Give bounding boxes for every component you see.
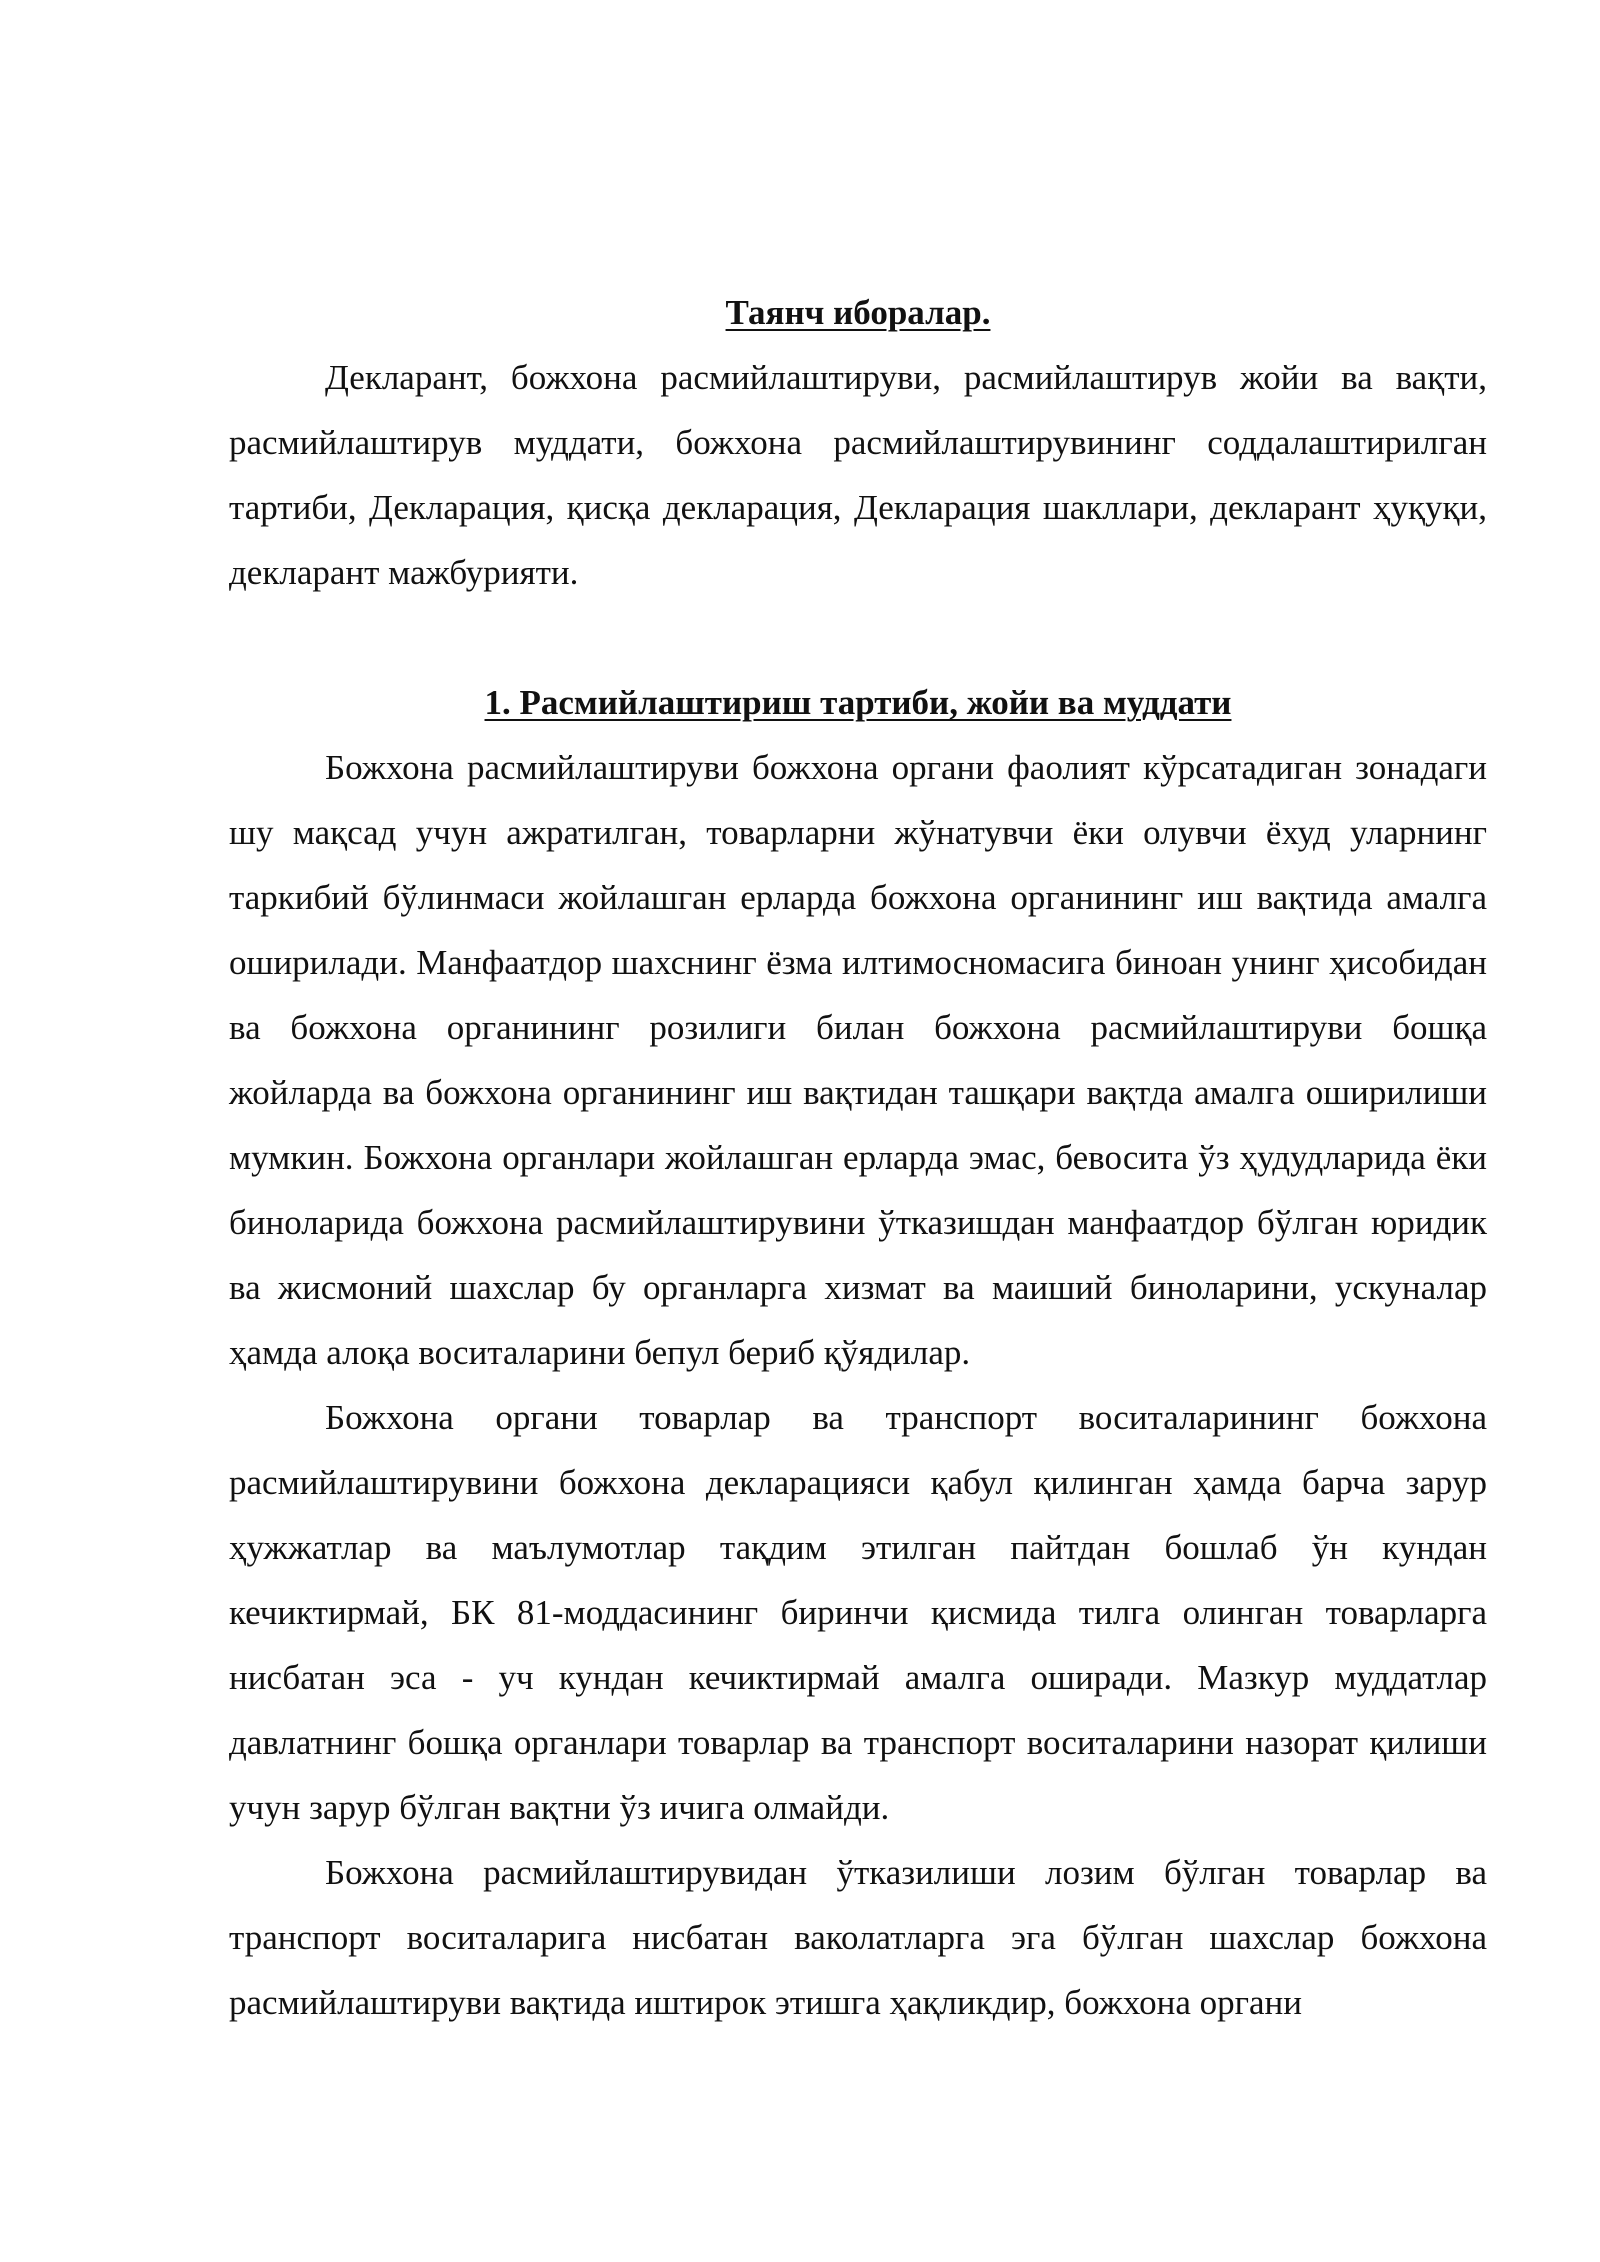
paragraph-participation: Божхона расмийлаштирувидан ўтказилиши лозим бўлган товарлар ва транспорт воситаларига нисбатан ваколатларга эга бўлган шахслар божхона расмийлаштируви вақтида иштирок этишга ҳақликдир, божхона органи	[229, 1853, 1487, 2022]
paragraph-deadlines: Божхона органи товарлар ва транспорт воситаларининг божхона расмийлаштирувини божхона декларацияси қабул қилинган ҳамда барча зарур ҳужжатлар ва маълумотлар тақдим этилган пайтдан бошлаб ўн кундан кечиктирмай, БК 81-моддасининг биринчи қисмида тилга олинган товарларга нисбатан эса - уч кундан кечиктирмай амалга оширади. Мазкур муддатлар давлатнинг бошқа органлари товарлар ва транспорт воситаларини назорат қилиши учун зарур бўлган вақтни ўз ичига олмайди.	[229, 1398, 1487, 1827]
document-page	[229, 280, 1487, 2035]
keywords-paragraph: Декларант, божхона расмийлаштируви, расмийлаштирув жойи ва вақти, расмийлаштирув муддати, божхона расмийлаштирувининг соддалаштирилган тартиби, Декларация, қисқа декларация, Декларация шакллари, декларант ҳуқуқи, декларант мажбурияти.	[229, 358, 1487, 592]
keywords-heading: Таянч иборалар.	[725, 293, 991, 332]
section-heading: 1. Расмийлаштириш тартиби, жойи ва муддати	[484, 683, 1232, 722]
paragraph-place-and-time: Божхона расмийлаштируви божхона органи фаолият кўрсатадиган зонадаги шу мақсад учун ажратилган, товарларни жўнатувчи ёки олувчи ёхуд уларнинг таркибий бўлинмаси жойлашган ерларда божхона органининг иш вақтида амалга оширилади. Манфаатдор шахснинг ёзма илтимосномасига биноан унинг ҳисобидан ва божхона органининг розилиги билан божхона расмийлаштируви бошқа жойларда ва божхона органининг иш вақтидан ташқари вақтда амалга оширилиши мумкин. Божхона органлари жойлашган ерларда эмас, бевосита ўз ҳудудларида ёки биноларида божхона расмийлаштирувини ўтказишдан манфаатдор бўлган юридик ва жисмоний шахслар бу органларга хизмат ва маиший биноларини, ускуналар ҳамда алоқа воситаларини бепул бериб қўядилар.	[229, 748, 1487, 1372]
